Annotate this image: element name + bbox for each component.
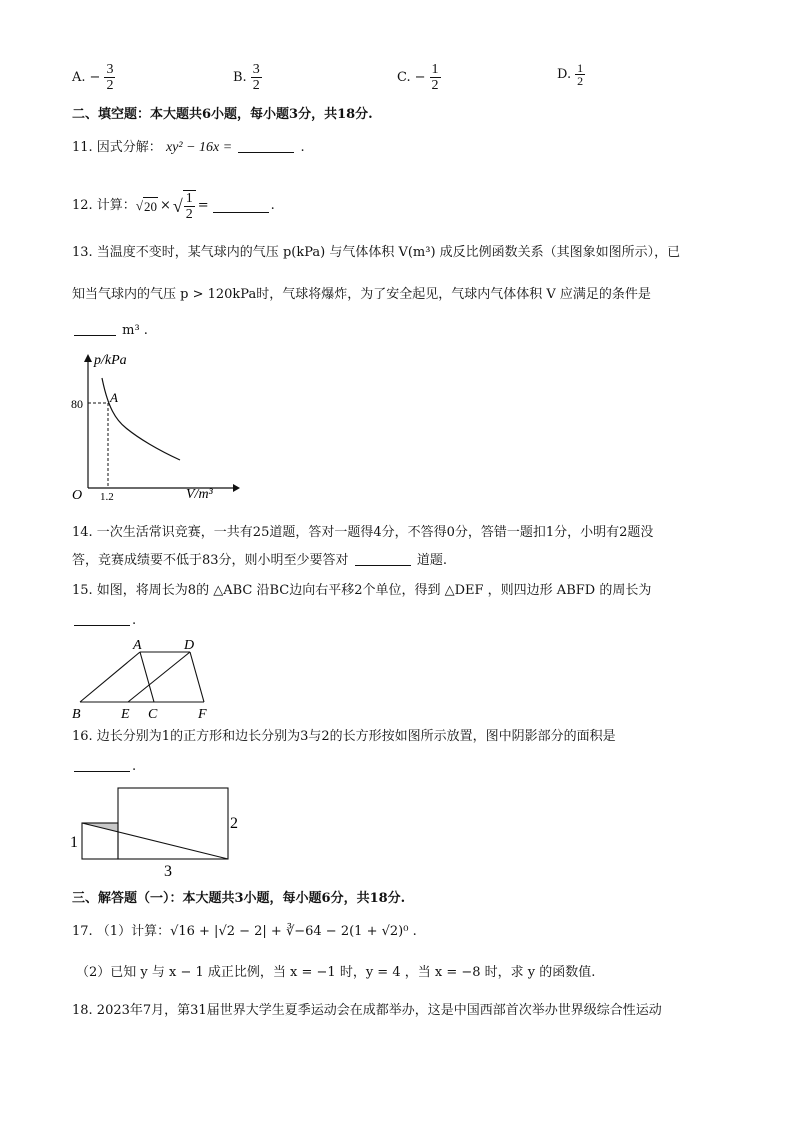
q11-prefix: 11. 因式分解： <box>72 140 162 155</box>
q12-prefix: 12. 计算： <box>72 198 136 213</box>
rectangle <box>118 788 228 859</box>
option-d-fraction <box>575 62 585 87</box>
option-c-num: 1 <box>431 62 439 77</box>
side-label-3: 3 <box>164 863 172 880</box>
q13-line-1: 13. 当温度不变时，某气球内的气压 p(kPa) 与气体体积 V(m³) 成反比例函数关系（其图象如图所示），已 <box>72 245 681 260</box>
option-b-den: 2 <box>252 78 260 93</box>
y-axis-label: p/kPa <box>94 353 127 368</box>
q12-fraction <box>183 190 196 222</box>
option-c-sign: − <box>414 70 426 85</box>
side-label-2: 2 <box>230 815 238 832</box>
q14-answer-blank[interactable] <box>355 553 411 566</box>
q15-figure <box>70 636 230 726</box>
option-b-fraction <box>251 62 262 93</box>
side-label-1: 1 <box>70 834 78 851</box>
question-11 <box>72 139 305 157</box>
option-c-label: C. <box>397 70 411 85</box>
q13-graph <box>68 350 238 503</box>
option-b-label: B. <box>233 70 247 85</box>
y-tick-label: 80 <box>71 397 83 411</box>
q13-answer-blank[interactable] <box>74 323 116 336</box>
line-ab <box>80 652 140 702</box>
q12-frac-num: 1 <box>185 191 193 206</box>
q15-line-1: 15. 如图，将周长为8的 △ABC 沿BC边向右平移2个单位，得到 △DEF ，则四边形 ABFD 的周长为 <box>72 583 652 598</box>
option-c-den: 2 <box>431 78 439 93</box>
q14-line-1: 14. 一次生活常识竞赛，一共有25道题，答对一题得4分，不答得0分，答错一题扣1分，小明有2题没 <box>72 525 654 540</box>
q13-line-2: 知当气球内的气压 p > 120kPa时，气球将爆炸，为了安全起见，气球内气体体积 V 应满足的条件是 <box>72 287 651 302</box>
q12-frac-den: 2 <box>185 207 193 222</box>
point-a-label: A <box>110 390 118 405</box>
option-a-label: A. <box>72 70 86 85</box>
q18-line-1: 18. 2023年7月，第31届世界大学生夏季运动会在成都举办，这是中国西部首次举办世界级综合性运动 <box>72 1003 662 1018</box>
q17-part-2: （2）已知 y 与 x − 1 成正比例，当 x = −1 时，y = 4 ，当 x = −8 时，求 y 的函数值. <box>76 965 596 980</box>
option-d-den: 2 <box>577 74 584 88</box>
vertex-d-label: D <box>184 638 195 653</box>
question-12: 12. 计算： √ 20 × √ $\frac{1}{2}$ = . <box>72 191 275 222</box>
q16-line-1: 16. 边长分别为1的正方形和边长分别为3与2的长方形按如图所示放置，图中阴影部分的面积是 <box>72 729 616 744</box>
q16-figure <box>68 784 248 884</box>
q12-equals: = <box>197 198 209 213</box>
option-a-num: 3 <box>106 62 114 77</box>
q12-radicand: 20 <box>143 198 157 214</box>
q16-answer-blank[interactable] <box>74 759 130 772</box>
option-a-den: 2 <box>106 78 114 93</box>
option-c-fraction <box>430 62 441 93</box>
q12-answer-blank[interactable] <box>213 200 269 213</box>
line-ac <box>140 652 154 702</box>
q14-text-b: 道题. <box>416 553 447 568</box>
option-b <box>233 62 262 93</box>
q14-line-2 <box>72 552 447 570</box>
section2-heading: 二、填空题：本大题共6小题，每小题3分，共18分. <box>72 107 373 122</box>
option-a <box>72 62 115 93</box>
q13-line-3 <box>72 322 148 340</box>
option-d-label: D. <box>557 67 572 82</box>
option-d <box>557 62 585 87</box>
option-a-fraction <box>104 62 115 93</box>
vertex-b-label: B <box>72 707 81 722</box>
q11-expression: xy² − 16x = <box>165 140 233 155</box>
q15-answer-blank[interactable] <box>74 613 130 626</box>
option-b-num: 3 <box>252 62 260 77</box>
section3-heading: 三、解答题（一）：本大题共3小题，每小题6分，共18分. <box>72 891 406 906</box>
vertex-a-label: A <box>133 638 142 653</box>
vertex-e-label: E <box>121 707 130 722</box>
q12-times: × <box>159 198 171 213</box>
vertex-f-label: F <box>198 707 207 722</box>
option-d-num: 1 <box>577 61 584 75</box>
option-a-sign: − <box>89 70 101 85</box>
q16-line-2: . <box>72 758 136 776</box>
q11-answer-blank[interactable] <box>238 140 294 153</box>
origin-label: O <box>72 488 83 503</box>
x-axis-arrow <box>233 484 240 492</box>
vertex-c-label: C <box>148 707 158 722</box>
y-axis-arrow <box>84 354 92 362</box>
q12-suffix: . <box>270 198 275 213</box>
q15-line-2: . <box>72 612 136 630</box>
line-de <box>128 652 190 702</box>
q13-unit: m³ . <box>122 323 148 338</box>
x-tick-label: 1.2 <box>100 491 114 503</box>
x-axis-label: V/m³ <box>186 487 213 502</box>
line-df <box>190 652 204 702</box>
q11-suffix: . <box>300 140 305 155</box>
q17-part-1: 17. （1）计算：√16 + |√2 − 2| + ∛−64 − 2(1 + √2)⁰ . <box>72 924 417 939</box>
option-c <box>397 62 441 93</box>
diagonal-line <box>82 823 228 859</box>
q14-text-a: 答，竞赛成绩要不低于83分，则小明至少要答对 <box>72 553 349 568</box>
